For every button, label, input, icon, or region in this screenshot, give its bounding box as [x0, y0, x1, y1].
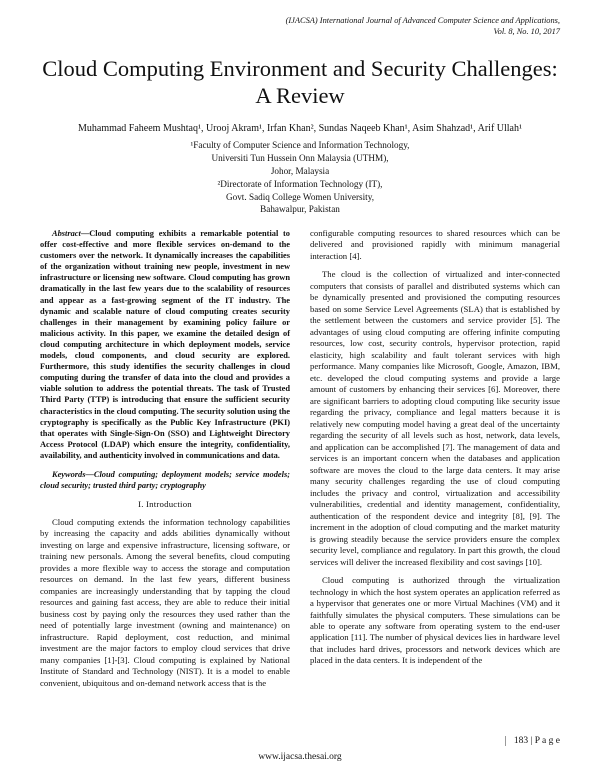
- affiliation-line: Bahawalpur, Pakistan: [260, 204, 340, 215]
- affiliation-line: ¹Faculty of Computer Science and Information Technology,: [190, 140, 410, 150]
- paragraph: The cloud is the collection of virtualized and inter-connected computers that consists of parallel and distributed systems which can be dynamically presented and provisioned the computing resources based on some Service Level Agreements (SLA) that is established by the settlement between the customers and service provider [5]. The advantages of using cloud computing are offering infinite computing resources, low cost, security controls, hypervisor protection, rapid elasticity, high scalability and fault tolerant services with high performance. Many companies like Microsoft, Google, Amazon, IBM, etc. developed the cloud computing systems and provide a large amount of customers by enhancing their services [6]. Moreover, there are significant barriers to adopting cloud computing like security issue regarding the privacy, compliance and legal matters because it is relatively new computing model having a great deal of the uncertainty regarding the security of all levels such as host, network, data levels, and application can be accomplished [7]. The management of data and services is an important concern when the databases and application software are moves the cloud to the large data centers. It may arise many security challenges regarding the use of cloud computing includes the privacy and control, virtualization and accessibility vulnerabilities, credential and identity management, confidentiality, authentication of the respondent device and integrity [8], [9]. The increment in the adoption of cloud computing and the market maturity is growing steadily because the service providers ensure the complex security level, compliance and regulatory. In part this growth, the cloud services will deliver the increased flexibility and cost savings [10].: [310, 269, 560, 567]
- footer-url: www.ijacsa.thesai.org: [258, 752, 342, 762]
- abstract-text: —Cloud computing exhibits a remarkable potential to offer cost-effective and more flexible services on-demand to the customers over the network. It dynamically increases the capabilities of the organization without training new people, investment in new infrastructure or licensing new software. Cloud computing has grown dramatically in the last few years due to the scalability of resources and appear as a fast-growing segment of the IT industry. The dynamic and scalable nature of cloud computing creates security challenges in their management by examining policy failure or malicious activity. In this paper, we examine the detailed design of cloud computing architecture in which deployment models, service models, cloud components, and cloud security are explored. Furthermore, this study identifies the security challenges in cloud computing during the transfer of data into the cloud and provides a viable solution to address the potential threats. The task of Trusted Third Party (TTP) is introducing that ensure the sufficient security characteristics in the cloud computing. The security solution using the cryptography is specifically as the Public Key Infrastructure (PKI) that operates with Single-Sign-On (SSO) and Lightweight Directory Access Protocol (LDAP) which ensure the integrity, confidentiality, availability, and authenticity involved in communications and data.: [40, 229, 290, 460]
- paper-title: Cloud Computing Environment and Security Challenges: A Review: [42, 56, 558, 108]
- page-number: 183 | P a g e: [505, 736, 560, 746]
- author-list: Muhammad Faheem Mushtaq¹, Urooj Akram¹, Irfan Khan², Sundas Naqeeb Khan¹, Asim Shahzad¹, Arif Ullah¹: [77, 123, 522, 134]
- right-column: [310, 228, 560, 674]
- abstract: [40, 228, 290, 461]
- section-heading-introduction: I. Introduction: [138, 499, 192, 510]
- paragraph: configurable computing resources to shared resources which can be delivered and provisioned rapidly with minimum managerial interaction [4].: [310, 228, 560, 261]
- affiliation-line: Johor, Malaysia: [270, 165, 330, 176]
- affiliations: [100, 139, 500, 216]
- journal-header: [230, 16, 560, 37]
- affiliation-line: Universiti Tun Hussein Onn Malaysia (UTHM),: [211, 152, 389, 163]
- left-column: [40, 228, 290, 696]
- affiliation-line: ²Directorate of Information Technology (IT),: [217, 178, 383, 189]
- journal-name: (IJACSA) International Journal of Advanced Computer Science and Applications,: [285, 16, 560, 25]
- paragraph: Cloud computing is authorized through the virtualization technology in which the host system operates an application referred as a hypervisor that generates one or more Virtual Machines (VM) and it faithfully simulates the physical computers. These simulations can be able to operate any software from operating system to the end-user application [11]. The number of physical devices lies in hardware level that includes hard drives, processors and network devices which are placed in the data centers. It is independent of the: [310, 575, 560, 666]
- paragraph: Cloud computing extends the information technology capabilities by increasing the capacity and adds abilities dynamically without investing on large and expensive infrastructure, licensing software, or training new personals. Among the several benefits, cloud computing provides a more flexible way to access the storage and computation resources on demand. In the last few years, different business companies are increasingly understanding that by tapping the cloud resources and gaining fast access, they are able to reduce their initial business cost by paying only the resources they used rather than the need of potentially large investment (owning and maintenance) on infrastructure. Rapid deployment, cost reduction, and minimal investment are the major factors to employ cloud services that drive many companies [1]-[3]. Cloud computing is explained by National Institute of Standard and Technology (NIST). It is a model to enable convenient, ubiquitous and on-demand network access that is the: [40, 516, 290, 688]
- abstract-label: Abstract: [52, 229, 81, 238]
- affiliation-line: Govt. Sadiq College Women University,: [225, 191, 375, 202]
- journal-volume: Vol. 8, No. 10, 2017: [493, 26, 560, 36]
- keywords: Keywords—Cloud computing; deployment models; service models; cloud security; trusted third party; cryptography: [40, 469, 290, 491]
